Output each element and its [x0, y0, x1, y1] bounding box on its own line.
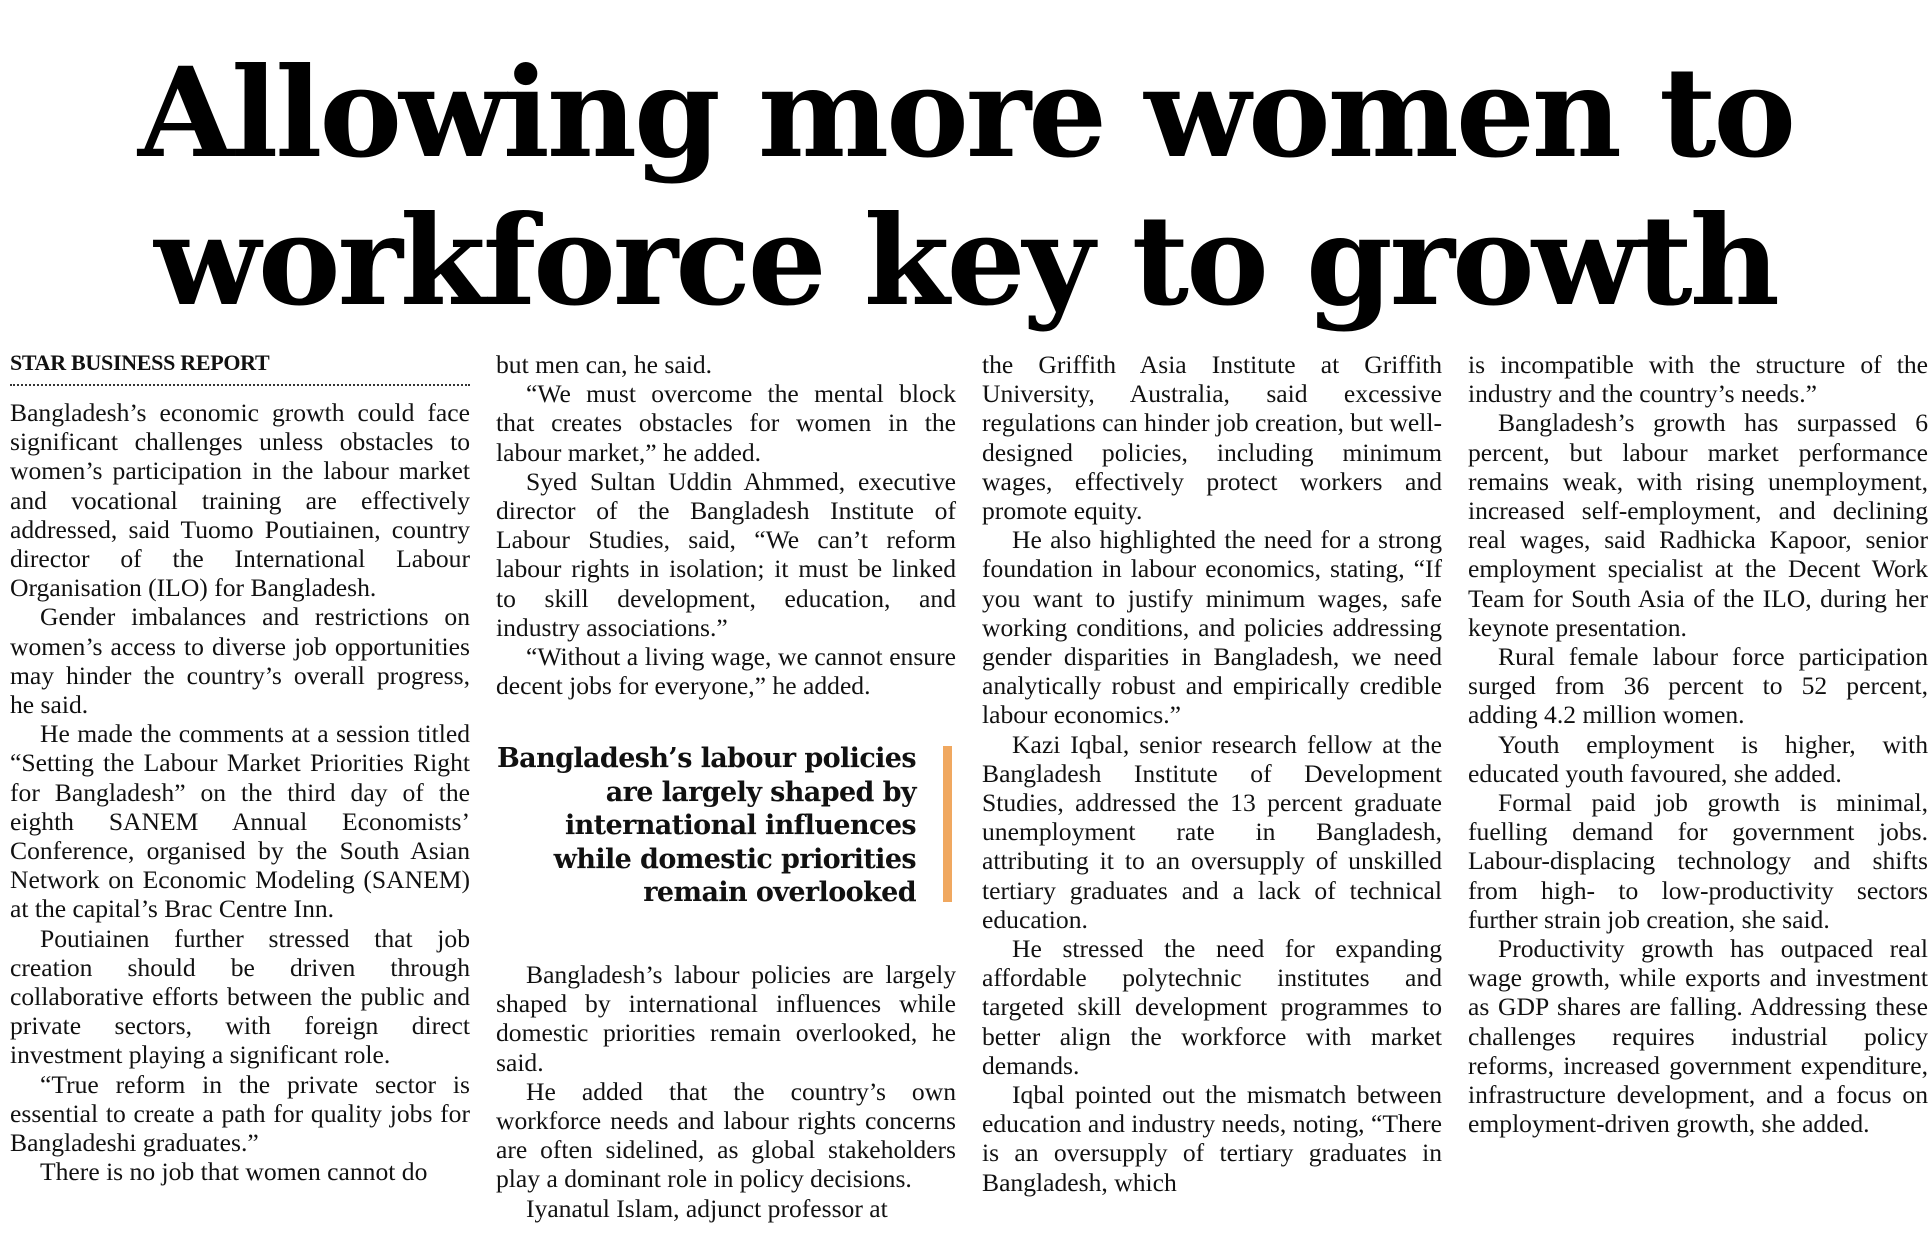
- article-column-1: [10, 350, 470, 1186]
- article-column-3: [982, 350, 1442, 1197]
- byline: STAR BUSINESS REPORT: [10, 350, 470, 386]
- paragraph: Iqbal pointed out the mismatch between education and industry needs, noting, “There is an oversupply of tertiary graduates in Bangladesh, which: [982, 1080, 1442, 1197]
- paragraph: Youth employment is higher, with educated youth favoured, she added.: [1468, 729, 1928, 788]
- headline-line-1: Allowing more women to: [137, 41, 1794, 186]
- paragraph: “Without a living wage, we cannot ensure decent jobs for everyone,” he added.: [496, 642, 956, 701]
- headline-line-2: workforce key to growth: [154, 189, 1777, 334]
- pull-quote-text: Bangladesh’s labour policies are largely shaped by international influences while domestic priorities remain overlooked: [496, 743, 916, 909]
- headline: [0, 40, 1931, 336]
- paragraph: but men can, he said.: [496, 350, 713, 379]
- paragraph: Bangladesh’s economic growth could face significant challenges unless obstacles to women’s participation in the labour market and vocational training are effectively addressed, said Tuomo Poutiainen, country director of the International Labour Organisation (ILO) for Bangladesh.: [10, 398, 470, 603]
- paragraph: Iyanatul Islam, adjunct professor at: [526, 1193, 888, 1223]
- paragraph: “True reform in the private sector is essential to create a path for quality jobs for Bangladeshi graduates.”: [10, 1069, 470, 1158]
- paragraph: He made the comments at a session titled “Setting the Labour Market Priorities Right for Bangladesh” on the third day of the eighth SANEM Annual Economists’ Conference, organised by the South Asian Network on Economic Modeling (SANEM) at the capital’s Brac Centre Inn.: [10, 719, 470, 924]
- paragraph: Kazi Iqbal, senior research fellow at the Bangladesh Institute of Development Studies, addressed the 13 percent graduate unemployment rate in Bangladesh, attributing it to an oversupply of unskilled tertiary graduates and a lack of technical education.: [982, 729, 1442, 934]
- paragraph: “We must overcome the mental block that creates obstacles for women in the labour market,” he added.: [496, 379, 956, 467]
- paragraph: Productivity growth has outpaced real wage growth, while exports and investment as GDP shares are falling. Addressing these challenges requires industrial policy reforms, increased government expenditure, infrastructure development, and a focus on employment-driven growth, she added.: [1468, 934, 1928, 1139]
- paragraph: There is no job that women cannot do: [40, 1157, 428, 1187]
- paragraph: the Griffith Asia Institute at Griffith University, Australia, said excessive regulations can hinder job creation, but well-designed policies, including minimum wages, effectively protect workers and promote equity.: [982, 350, 1442, 526]
- article-column-4: [1468, 350, 1928, 1138]
- paragraph: Gender imbalances and restrictions on women’s access to diverse job opportunities may hinder the country’s overall progress, he said.: [10, 602, 470, 720]
- paragraph: Bangladesh’s labour policies are largely shaped by international influences while domestic priorities remain overlooked, he said.: [496, 959, 956, 1077]
- paragraph: Formal paid job growth is minimal, fuelling demand for government jobs. Labour-displacing technology and shifts from high- to low-productivity sectors further strain job creation, she said.: [1468, 788, 1928, 934]
- paragraph: He stressed the need for expanding affordable polytechnic institutes and targeted skill development programmes to better align the workforce with market demands.: [982, 934, 1442, 1080]
- pull-quote: [496, 742, 956, 910]
- paragraph: Syed Sultan Uddin Ahmmed, executive director of the Bangladesh Institute of Labour Studies, said, “We can’t reform labour rights in isolation; it must be linked to skill development, education, and industry associations.”: [496, 466, 956, 642]
- pull-quote-accent-bar: [943, 746, 952, 902]
- paragraph: He also highlighted the need for a strong foundation in labour economics, stating, “If you want to justify minimum wages, safe working conditions, and policies addressing gender disparities in Bangladesh, we need analytically robust and empirically credible labour economics.”: [982, 525, 1442, 730]
- paragraph: Rural female labour force participation surged from 36 percent to 52 percent, adding 4.2 million women.: [1468, 642, 1928, 730]
- paragraph: is incompatible with the structure of the industry and the country’s needs.”: [1468, 350, 1928, 409]
- paragraph: Poutiainen further stressed that job creation should be driven through collaborative efforts between the public and private sectors, with foreign direct investment playing a significant role.: [10, 923, 470, 1070]
- paragraph: He added that the country’s own workforce needs and labour rights concerns are often sidelined, as global stakeholders play a dominant role in policy decisions.: [496, 1076, 956, 1194]
- paragraph: Bangladesh’s growth has surpassed 6 percent, but labour market performance remains weak, with rising unemployment, increased self-employment, and declining real wages, said Radhicka Kapoor, senior employment specialist at the Decent Work Team for South Asia of the ILO, during her keynote presentation.: [1468, 408, 1928, 642]
- article-column-2: [496, 350, 956, 1223]
